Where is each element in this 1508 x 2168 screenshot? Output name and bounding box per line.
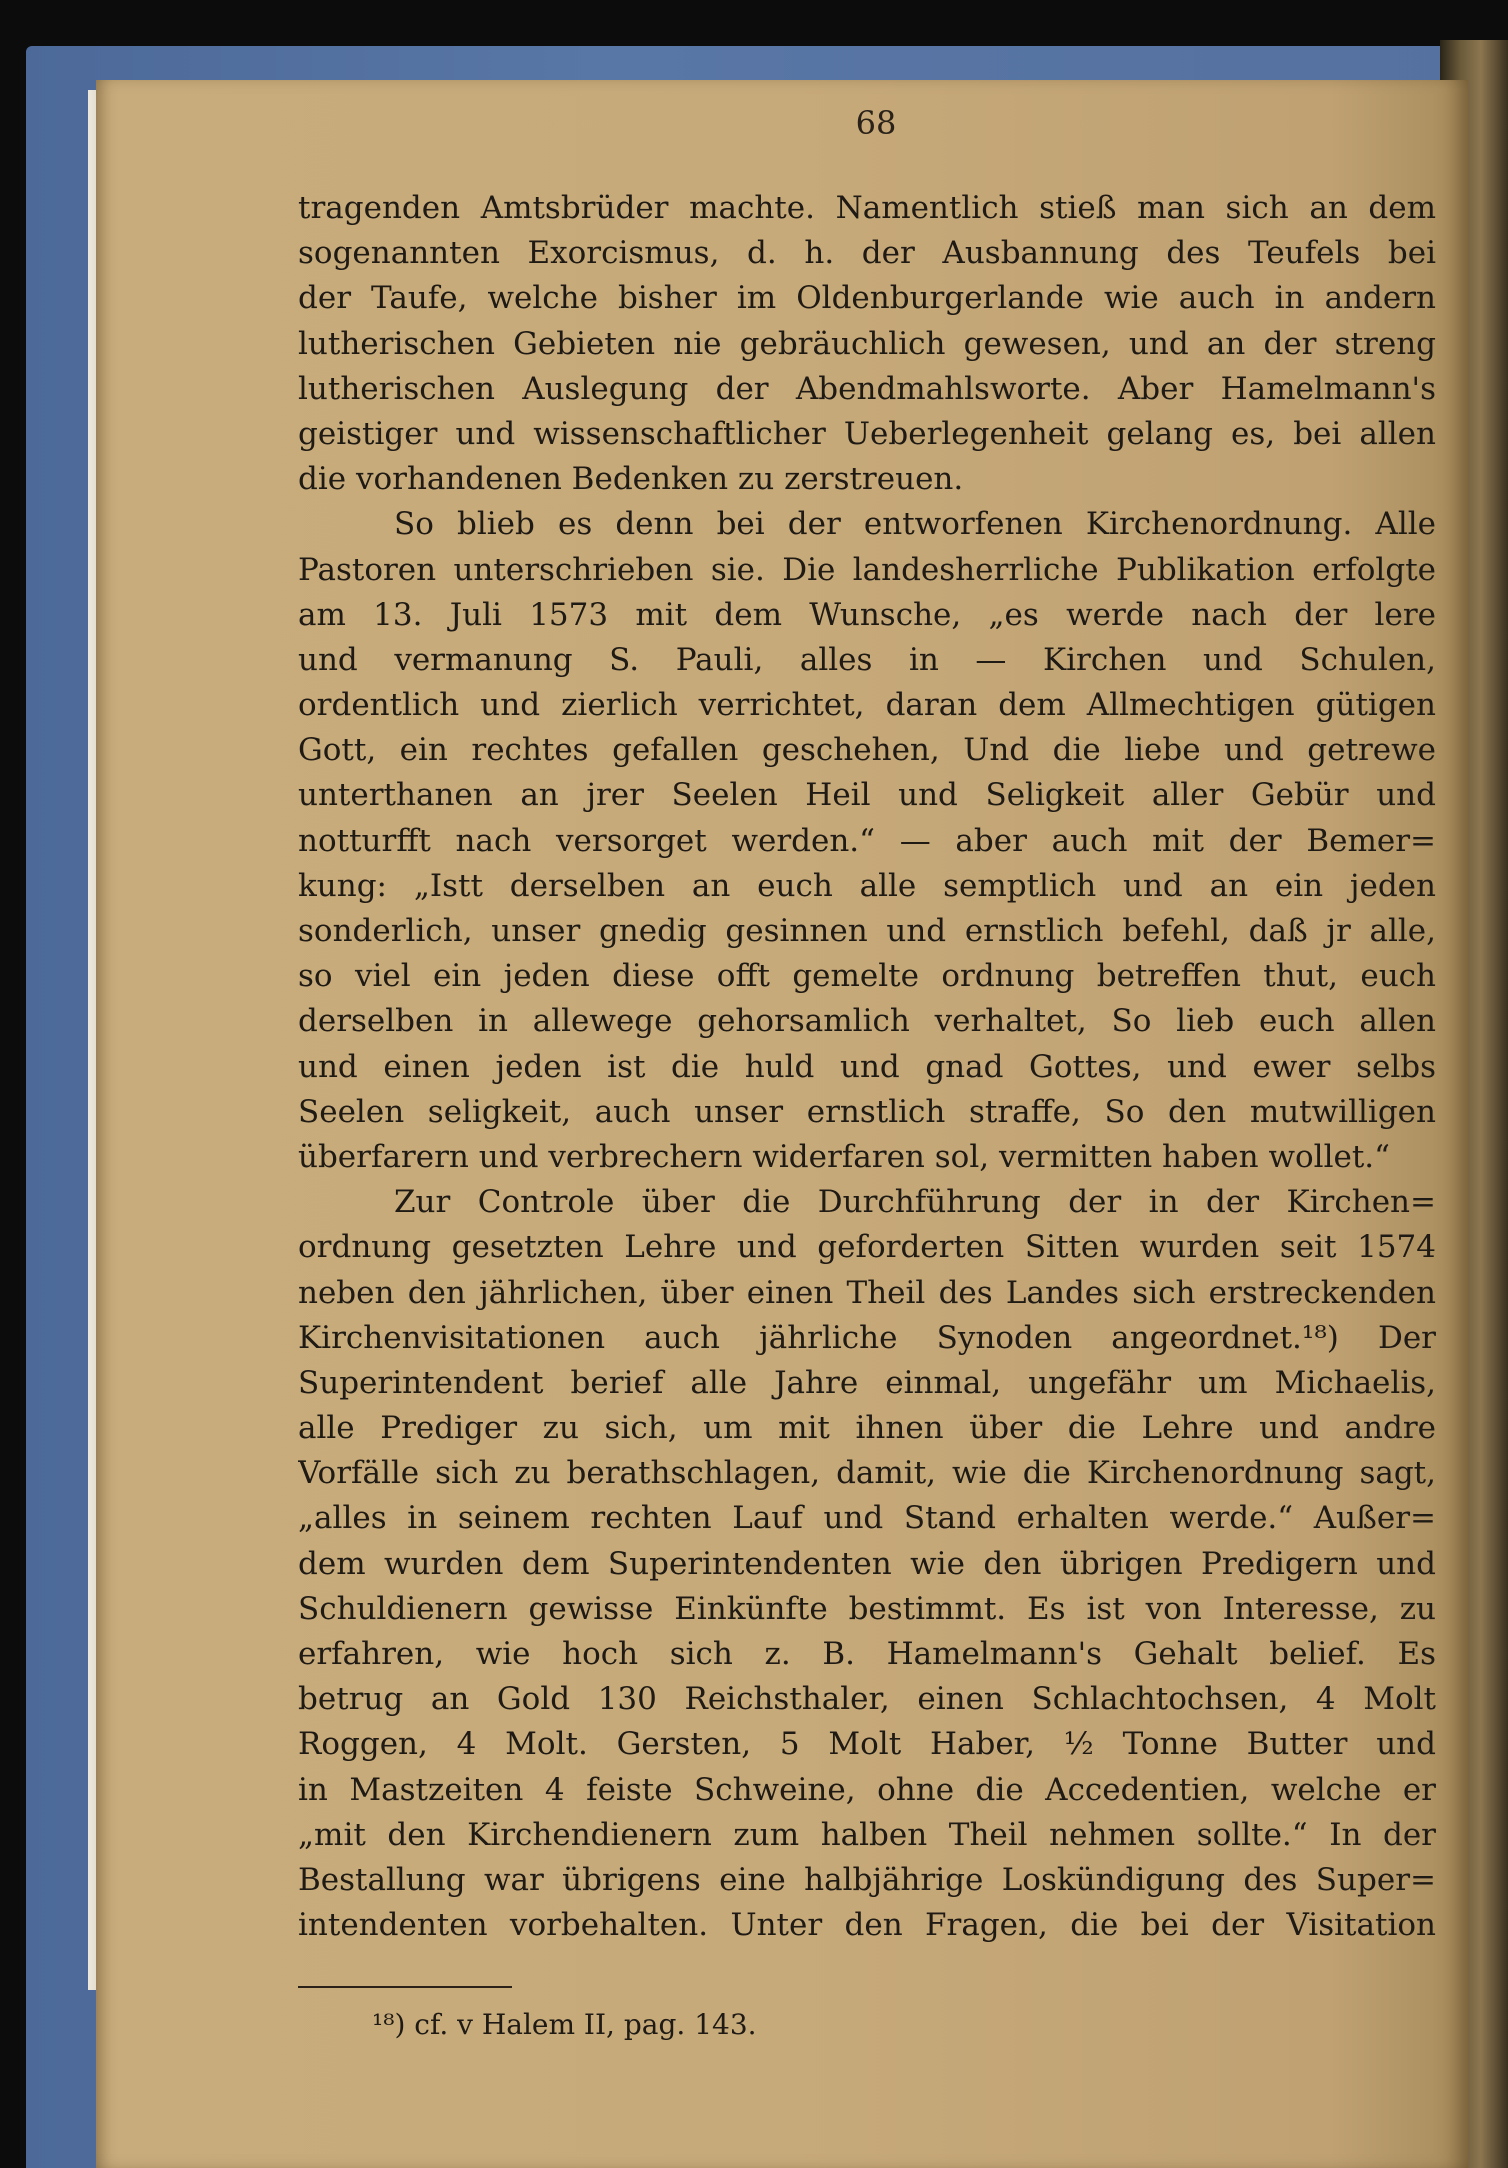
text-line: geistiger und wissenschaftlicher Ueberlegenheit gelang es, bei allen — [298, 415, 1436, 452]
text-line: notturfft nach versorget werden.“ — aber auch mit der Bemer= — [298, 822, 1436, 859]
footnote: ¹⁸) cf. v Halem II, pag. 143. — [372, 2008, 757, 2041]
text-line: kung: „Istt derselben an euch alle semptlich und an ein jeden — [298, 867, 1436, 904]
text-line: intendenten vorbehalten. Unter den Fragen, die bei der Visitation — [298, 1907, 1436, 1944]
page-number: 68 — [855, 104, 897, 142]
text-line: alle Prediger zu sich, um mit ihnen über die Lehre und andre — [298, 1410, 1436, 1447]
text-line: und vermanung S. Pauli, alles in — Kirchen und Schulen, — [298, 641, 1436, 678]
text-line: Superintendent berief alle Jahre einmal, ungefähr um Michaelis, — [298, 1364, 1436, 1401]
text-line: ordentlich und zierlich verrichtet, daran dem Allmechtigen gütigen — [298, 687, 1436, 724]
text-line: erfahren, wie hoch sich z. B. Hamelmann's Gehalt belief. Es — [298, 1636, 1436, 1672]
text-line: ordnung gesetzten Lehre und geforderten Sitten wurden seit 1574 — [298, 1229, 1436, 1266]
text-line: Pastoren unterschrieben sie. Die landesherrliche Publikation erfolgte — [298, 551, 1436, 588]
text-line: sonderlich, unser gnedig gesinnen und ernstlich befehl, daß jr alle, — [298, 913, 1436, 949]
text-line: sogenannten Exorcismus, d. h. der Ausbannung des Teufels bei — [298, 235, 1436, 272]
text-line: So blieb es denn bei der entworfenen Kirchenordnung. Alle — [394, 506, 1436, 543]
text-line: derselben in allewege gehorsamlich verhaltet, So lieb euch allen — [298, 1003, 1436, 1040]
text-line: lutherischen Gebieten nie gebräuchlich gewesen, und an der streng — [298, 325, 1436, 362]
text-line: lutherischen Auslegung der Abendmahlsworte. Aber Hamelmann's — [298, 370, 1436, 407]
text-line: dem wurden dem Superintendenten wie den übrigen Predigern und — [298, 1545, 1436, 1582]
text-line: Bestallung war übrigens eine halbjährige Loskündigung des Super= — [298, 1861, 1436, 1898]
text-line: Schuldienern gewisse Einkünfte bestimmt. Es ist von Interesse, zu — [298, 1590, 1436, 1627]
text-line: überfarern und verbrechern widerfaren sol, vermitten haben wollet.“ — [298, 1138, 1391, 1175]
text-line: unterthanen an jrer Seelen Heil und Seligkeit aller Gebür und — [298, 777, 1436, 814]
text-line: so viel ein jeden diese offt gemelte ordnung betreffen thut, euch — [298, 958, 1436, 995]
text-line: Gott, ein rechtes gefallen geschehen, Und die liebe und getrewe — [298, 732, 1436, 769]
text-line: neben den jährlichen, über einen Theil des Landes sich erstreckenden — [298, 1274, 1436, 1311]
text-line: Kirchenvisitationen auch jährliche Synoden angeordnet.¹⁸) Der — [298, 1319, 1436, 1356]
text-line: Vorfälle sich zu berathschlagen, damit, wie die Kirchenordnung sagt, — [298, 1455, 1436, 1492]
text-line: „mit den Kirchendienern zum halben Theil nehmen sollte.“ In der — [298, 1816, 1436, 1853]
body-text — [298, 186, 1436, 1948]
text-line: der Taufe, welche bisher im Oldenburgerlande wie auch in andern — [298, 280, 1436, 317]
text-line: die vorhandenen Bedenken zu zerstreuen. — [298, 461, 964, 498]
text-line: am 13. Juli 1573 mit dem Wunsche, „es werde nach der lere — [298, 596, 1436, 633]
text-line: Zur Controle über die Durchführung der in der Kirchen= — [394, 1184, 1436, 1221]
text-line: Seelen seligkeit, auch unser ernstlich straffe, So den mutwilligen — [298, 1093, 1436, 1130]
text-line: betrug an Gold 130 Reichsthaler, einen Schlachtochsen, 4 Molt — [298, 1681, 1436, 1718]
text-line: tragenden Amtsbrüder machte. Namentlich stieß man sich an dem — [298, 190, 1436, 226]
text-line: in Mastzeiten 4 feiste Schweine, ohne die Accedentien, welche er — [298, 1771, 1436, 1808]
footnote-divider — [298, 1986, 512, 1988]
text-line: „alles in seinem rechten Lauf und Stand erhalten werde.“ Außer= — [298, 1500, 1436, 1537]
text-line: und einen jeden ist die huld und gnad Gottes, und ewer selbs — [298, 1048, 1436, 1085]
text-line: Roggen, 4 Molt. Gersten, 5 Molt Haber, ½ Tonne Butter und — [298, 1726, 1436, 1763]
